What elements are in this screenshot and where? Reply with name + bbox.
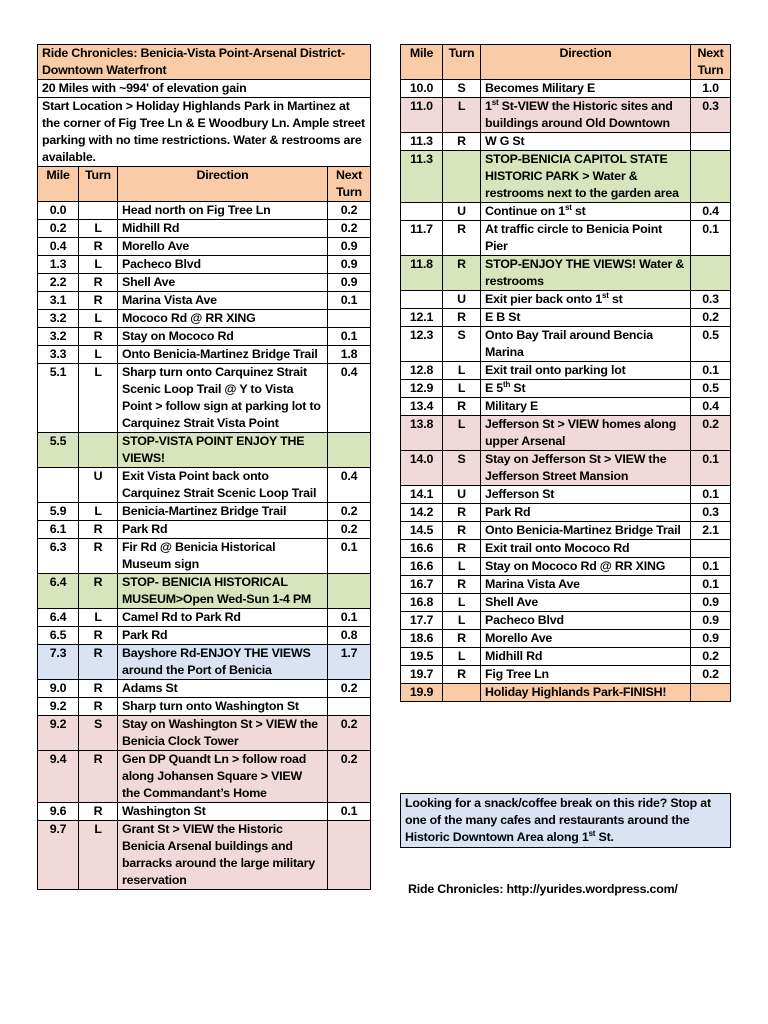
cue-row [401, 594, 731, 612]
cue-next: 0.2 [691, 666, 731, 684]
cue-direction: Jefferson St [481, 486, 691, 504]
cue-row [38, 220, 371, 238]
cue-row [401, 630, 731, 648]
cue-row [401, 522, 731, 540]
cue-row [401, 380, 731, 398]
cue-direction: Park Rd [481, 504, 691, 522]
cue-direction: Continue on 1st st [481, 203, 691, 221]
cue-row [401, 133, 731, 151]
cue-direction: Onto Benicia-Martinez Bridge Trail [118, 346, 328, 364]
cue-row [38, 364, 371, 433]
cue-direction: STOP-ENJOY THE VIEWS! Water & restrooms [481, 256, 691, 291]
cue-direction: Grant St > VIEW the Historic Benicia Arsenal buildings and barracks around the large military reservation [118, 821, 328, 890]
cue-turn: R [443, 133, 481, 151]
cue-row [401, 612, 731, 630]
cue-row [401, 398, 731, 416]
cue-direction: Exit trail onto parking lot [481, 362, 691, 380]
cue-row [38, 310, 371, 328]
footer-credit: Ride Chronicles: http://yurides.wordpress.com/ [408, 882, 678, 896]
cue-mile: 16.6 [401, 558, 443, 576]
cue-direction: Stay on Mococo Rd @ RR XING [481, 558, 691, 576]
start-location: Start Location > Holiday Highlands Park in Martinez at the corner of Fig Tree Ln & E Woodbury Ln. Ample street parking with no time restrictions. Water & restrooms are available. [38, 98, 371, 167]
cue-turn: R [443, 666, 481, 684]
cue-turn: R [79, 751, 118, 803]
cue-direction: Morello Ave [118, 238, 328, 256]
right-cue-sheet-table [400, 44, 731, 702]
ride-title: Ride Chronicles: Benicia-Vista Point-Arsenal District-Downtown Waterfront [38, 45, 371, 80]
cue-direction: Jefferson St > VIEW homes along upper Arsenal [481, 416, 691, 451]
cue-next: 0.5 [691, 327, 731, 362]
cue-next: 0.1 [691, 221, 731, 256]
cue-next [328, 698, 371, 716]
cue-row [401, 80, 731, 98]
cue-next: 0.3 [691, 504, 731, 522]
cue-row [401, 540, 731, 558]
cue-mile: 6.1 [38, 521, 79, 539]
cue-turn [443, 684, 481, 702]
cue-mile: 12.1 [401, 309, 443, 327]
cue-row [38, 751, 371, 803]
cue-next: 0.9 [328, 274, 371, 292]
cue-mile: 19.5 [401, 648, 443, 666]
cue-mile: 14.1 [401, 486, 443, 504]
cue-next: 0.9 [328, 256, 371, 274]
cue-next [691, 540, 731, 558]
cue-mile: 11.3 [401, 133, 443, 151]
cue-direction: Stay on Washington St > VIEW the Benicia Clock Tower [118, 716, 328, 751]
cue-turn: L [79, 220, 118, 238]
snack-note [400, 793, 731, 848]
cue-direction: Exit trail onto Mococo Rd [481, 540, 691, 558]
left-cue-sheet-table [37, 44, 371, 890]
cue-next: 0.1 [328, 539, 371, 574]
cue-row [38, 821, 371, 890]
cue-row [38, 468, 371, 503]
cue-turn [79, 433, 118, 468]
cue-turn: R [79, 645, 118, 680]
cue-row [401, 684, 731, 702]
cue-direction: Sharp turn onto Carquinez Strait Scenic Loop Trail @ Y to Vista Point > follow sign at parking lot to Carquinez Strait Vista Point [118, 364, 328, 433]
ride-distance: 20 Miles with ~994' of elevation gain [38, 80, 371, 98]
cue-next: 0.9 [691, 630, 731, 648]
cue-next: 0.3 [691, 98, 731, 133]
cue-mile: 9.7 [38, 821, 79, 890]
cue-direction: Camel Rd to Park Rd [118, 609, 328, 627]
cue-direction: Bayshore Rd-ENJOY THE VIEWS around the Port of Benicia [118, 645, 328, 680]
cue-row [401, 327, 731, 362]
cue-next [691, 684, 731, 702]
cue-next: 0.2 [328, 521, 371, 539]
cue-next: 0.2 [328, 202, 371, 220]
cue-turn [443, 151, 481, 203]
cue-next: 0.2 [691, 648, 731, 666]
cue-turn: L [79, 609, 118, 627]
cue-turn: R [443, 504, 481, 522]
cue-next: 0.1 [328, 609, 371, 627]
cue-turn: L [79, 256, 118, 274]
cue-next: 0.2 [328, 220, 371, 238]
cue-mile: 18.6 [401, 630, 443, 648]
cue-turn: L [79, 310, 118, 328]
col-direction-header: Direction [481, 45, 691, 80]
cue-mile: 7.3 [38, 645, 79, 680]
cue-mile: 2.2 [38, 274, 79, 292]
cue-turn: U [443, 486, 481, 504]
cue-direction: Gen DP Quandt Ln > follow road along Johansen Square > VIEW the Commandant’s Home [118, 751, 328, 803]
cue-row [38, 274, 371, 292]
cue-direction: Fir Rd @ Benicia Historical Museum sign [118, 539, 328, 574]
cue-direction: Onto Benicia-Martinez Bridge Trail [481, 522, 691, 540]
cue-turn: R [79, 627, 118, 645]
cue-mile: 16.7 [401, 576, 443, 594]
cue-mile: 6.4 [38, 609, 79, 627]
cue-next: 1.7 [328, 645, 371, 680]
cue-next: 0.4 [691, 398, 731, 416]
cue-next: 0.5 [691, 380, 731, 398]
snack-text: Looking for a snack/coffee break on this ride? Stop at one of the many cafes and restaurants around the Historic Downtown Area along 1 [405, 796, 711, 844]
cue-row [38, 627, 371, 645]
cue-next [328, 310, 371, 328]
col-next-header: Next Turn [691, 45, 731, 80]
cue-row [401, 451, 731, 486]
cue-next: 0.1 [328, 328, 371, 346]
cue-mile [401, 203, 443, 221]
cue-next: 0.2 [691, 309, 731, 327]
cue-next: 0.1 [691, 558, 731, 576]
snack-sup: st [588, 829, 596, 838]
cue-mile [38, 468, 79, 503]
cue-row [401, 416, 731, 451]
cue-next: 1.8 [328, 346, 371, 364]
cue-next: 1.0 [691, 80, 731, 98]
cue-turn [79, 202, 118, 220]
cue-next [691, 256, 731, 291]
cue-direction: Adams St [118, 680, 328, 698]
cue-direction: Marina Vista Ave [481, 576, 691, 594]
cue-mile: 5.5 [38, 433, 79, 468]
cue-row [401, 151, 731, 203]
cue-direction: Mococo Rd @ RR XING [118, 310, 328, 328]
cue-direction: Park Rd [118, 521, 328, 539]
cue-direction: STOP- BENICIA HISTORICAL MUSEUM>Open Wed-Sun 1-4 PM [118, 574, 328, 609]
cue-mile: 12.9 [401, 380, 443, 398]
col-turn-header: Turn [443, 45, 481, 80]
cue-row [401, 291, 731, 309]
cue-direction: Benicia-Martinez Bridge Trail [118, 503, 328, 521]
cue-turn: L [443, 558, 481, 576]
cue-direction: 1st St-VIEW the Historic sites and buildings around Old Downtown [481, 98, 691, 133]
cue-mile: 3.2 [38, 328, 79, 346]
cue-direction: Morello Ave [481, 630, 691, 648]
cue-direction: Sharp turn onto Washington St [118, 698, 328, 716]
cue-turn: U [443, 291, 481, 309]
cue-turn: R [79, 274, 118, 292]
cue-row [401, 486, 731, 504]
cue-turn: R [79, 539, 118, 574]
cue-turn: R [443, 522, 481, 540]
cue-mile: 6.4 [38, 574, 79, 609]
cue-direction: Head north on Fig Tree Ln [118, 202, 328, 220]
cue-mile: 14.5 [401, 522, 443, 540]
cue-mile: 9.2 [38, 716, 79, 751]
cue-mile: 12.8 [401, 362, 443, 380]
cue-next: 0.4 [691, 203, 731, 221]
cue-next: 0.8 [328, 627, 371, 645]
cue-direction: Washington St [118, 803, 328, 821]
cue-direction: Stay on Mococo Rd [118, 328, 328, 346]
cue-turn: R [443, 221, 481, 256]
cue-direction: Shell Ave [481, 594, 691, 612]
cue-turn: L [79, 503, 118, 521]
cue-row [38, 698, 371, 716]
col-mile-header: Mile [401, 45, 443, 80]
cue-row [401, 504, 731, 522]
cue-turn: R [79, 574, 118, 609]
cue-mile: 11.3 [401, 151, 443, 203]
cue-mile: 3.3 [38, 346, 79, 364]
cue-mile: 9.4 [38, 751, 79, 803]
cue-turn: R [443, 398, 481, 416]
cue-next [328, 574, 371, 609]
cue-mile: 10.0 [401, 80, 443, 98]
cue-row [401, 362, 731, 380]
cue-turn: L [79, 821, 118, 890]
cue-direction: Shell Ave [118, 274, 328, 292]
cue-turn: R [79, 521, 118, 539]
cue-next [691, 133, 731, 151]
cue-turn: S [79, 716, 118, 751]
cue-mile: 5.9 [38, 503, 79, 521]
cue-row [38, 539, 371, 574]
cue-turn: L [443, 380, 481, 398]
cue-turn: R [79, 803, 118, 821]
cue-next [328, 433, 371, 468]
cue-row [401, 98, 731, 133]
cue-mile [401, 291, 443, 309]
cue-next: 0.2 [328, 716, 371, 751]
cue-turn: L [79, 364, 118, 433]
cue-row [38, 521, 371, 539]
cue-next: 0.4 [328, 468, 371, 503]
cue-mile: 6.5 [38, 627, 79, 645]
cue-direction: Park Rd [118, 627, 328, 645]
cue-direction: Pacheco Blvd [118, 256, 328, 274]
cue-turn: R [79, 238, 118, 256]
cue-row [38, 716, 371, 751]
cue-direction: Military E [481, 398, 691, 416]
col-mile-header: Mile [38, 167, 79, 202]
cue-mile: 14.0 [401, 451, 443, 486]
cue-next [691, 151, 731, 203]
cue-turn: U [443, 203, 481, 221]
cue-mile: 3.2 [38, 310, 79, 328]
cue-row [401, 648, 731, 666]
cue-mile: 12.3 [401, 327, 443, 362]
cue-turn: R [443, 309, 481, 327]
cue-direction: STOP-VISTA POINT ENJOY THE VIEWS! [118, 433, 328, 468]
cue-row [38, 609, 371, 627]
cue-direction: Becomes Military E [481, 80, 691, 98]
cue-mile: 0.4 [38, 238, 79, 256]
cue-direction: STOP-BENICIA CAPITOL STATE HISTORIC PARK > Water & restrooms next to the garden area [481, 151, 691, 203]
cue-direction: Midhill Rd [118, 220, 328, 238]
col-next-header: Next Turn [328, 167, 371, 202]
cue-next: 0.3 [691, 291, 731, 309]
cue-mile: 13.4 [401, 398, 443, 416]
cue-mile: 3.1 [38, 292, 79, 310]
cue-direction: At traffic circle to Benicia Point Pier [481, 221, 691, 256]
cue-turn: S [443, 80, 481, 98]
cue-row [38, 803, 371, 821]
cue-direction: Fig Tree Ln [481, 666, 691, 684]
cue-direction: Stay on Jefferson St > VIEW the Jefferson Street Mansion [481, 451, 691, 486]
cue-turn: R [443, 540, 481, 558]
cue-turn: L [443, 594, 481, 612]
cue-mile: 14.2 [401, 504, 443, 522]
cue-direction: E 5th St [481, 380, 691, 398]
cue-direction: Exit pier back onto 1st st [481, 291, 691, 309]
cue-next: 0.2 [328, 503, 371, 521]
cue-row [38, 202, 371, 220]
cue-next: 0.1 [691, 362, 731, 380]
cue-mile: 13.8 [401, 416, 443, 451]
cue-mile: 16.6 [401, 540, 443, 558]
cue-mile: 9.0 [38, 680, 79, 698]
cue-mile: 19.9 [401, 684, 443, 702]
cue-row [38, 645, 371, 680]
cue-next: 0.1 [691, 576, 731, 594]
cue-turn: L [443, 648, 481, 666]
cue-row [401, 256, 731, 291]
cue-mile: 5.1 [38, 364, 79, 433]
cue-mile: 11.8 [401, 256, 443, 291]
cue-direction: Holiday Highlands Park-FINISH! [481, 684, 691, 702]
cue-direction: Onto Bay Trail around Bencia Marina [481, 327, 691, 362]
cue-direction: Marina Vista Ave [118, 292, 328, 310]
col-turn-header: Turn [79, 167, 118, 202]
cue-direction: Pacheco Blvd [481, 612, 691, 630]
cue-row [38, 433, 371, 468]
cue-row [38, 680, 371, 698]
cue-mile: 19.7 [401, 666, 443, 684]
cue-turn: S [443, 327, 481, 362]
cue-next: 0.2 [328, 680, 371, 698]
cue-mile: 11.0 [401, 98, 443, 133]
cue-turn: L [443, 362, 481, 380]
cue-turn: R [79, 698, 118, 716]
cue-row [38, 346, 371, 364]
cue-next: 2.1 [691, 522, 731, 540]
cue-row [38, 292, 371, 310]
cue-turn: R [443, 576, 481, 594]
cue-row [38, 256, 371, 274]
cue-next: 0.4 [328, 364, 371, 433]
snack-text-end: St. [595, 830, 614, 844]
cue-next: 0.1 [328, 803, 371, 821]
cue-next: 0.1 [691, 451, 731, 486]
cue-row [38, 503, 371, 521]
cue-mile: 0.2 [38, 220, 79, 238]
cue-next: 0.1 [328, 292, 371, 310]
cue-turn: U [79, 468, 118, 503]
cue-row [38, 328, 371, 346]
cue-mile: 16.8 [401, 594, 443, 612]
cue-turn: S [443, 451, 481, 486]
cue-mile: 11.7 [401, 221, 443, 256]
cue-row [38, 238, 371, 256]
cue-direction: Exit Vista Point back onto Carquinez Strait Scenic Loop Trail [118, 468, 328, 503]
cue-turn: R [79, 292, 118, 310]
cue-turn: R [79, 328, 118, 346]
cue-next: 0.9 [691, 612, 731, 630]
cue-mile: 0.0 [38, 202, 79, 220]
cue-row [401, 203, 731, 221]
cue-next: 0.2 [328, 751, 371, 803]
cue-turn: L [443, 98, 481, 133]
cue-turn: L [443, 612, 481, 630]
cue-row [401, 309, 731, 327]
cue-turn: L [79, 346, 118, 364]
cue-next: 0.9 [691, 594, 731, 612]
cue-row [38, 574, 371, 609]
col-direction-header: Direction [118, 167, 328, 202]
cue-mile: 1.3 [38, 256, 79, 274]
cue-direction: Midhill Rd [481, 648, 691, 666]
cue-direction: W G St [481, 133, 691, 151]
cue-row [401, 558, 731, 576]
cue-turn: R [443, 256, 481, 291]
cue-turn: R [443, 630, 481, 648]
cue-row [401, 576, 731, 594]
cue-turn: R [79, 680, 118, 698]
cue-next: 0.2 [691, 416, 731, 451]
cue-direction: E B St [481, 309, 691, 327]
cue-row [401, 666, 731, 684]
cue-mile: 6.3 [38, 539, 79, 574]
cue-next [328, 821, 371, 890]
cue-row [401, 221, 731, 256]
cue-turn: L [443, 416, 481, 451]
cue-mile: 9.6 [38, 803, 79, 821]
cue-next: 0.1 [691, 486, 731, 504]
cue-mile: 17.7 [401, 612, 443, 630]
cue-next: 0.9 [328, 238, 371, 256]
cue-mile: 9.2 [38, 698, 79, 716]
